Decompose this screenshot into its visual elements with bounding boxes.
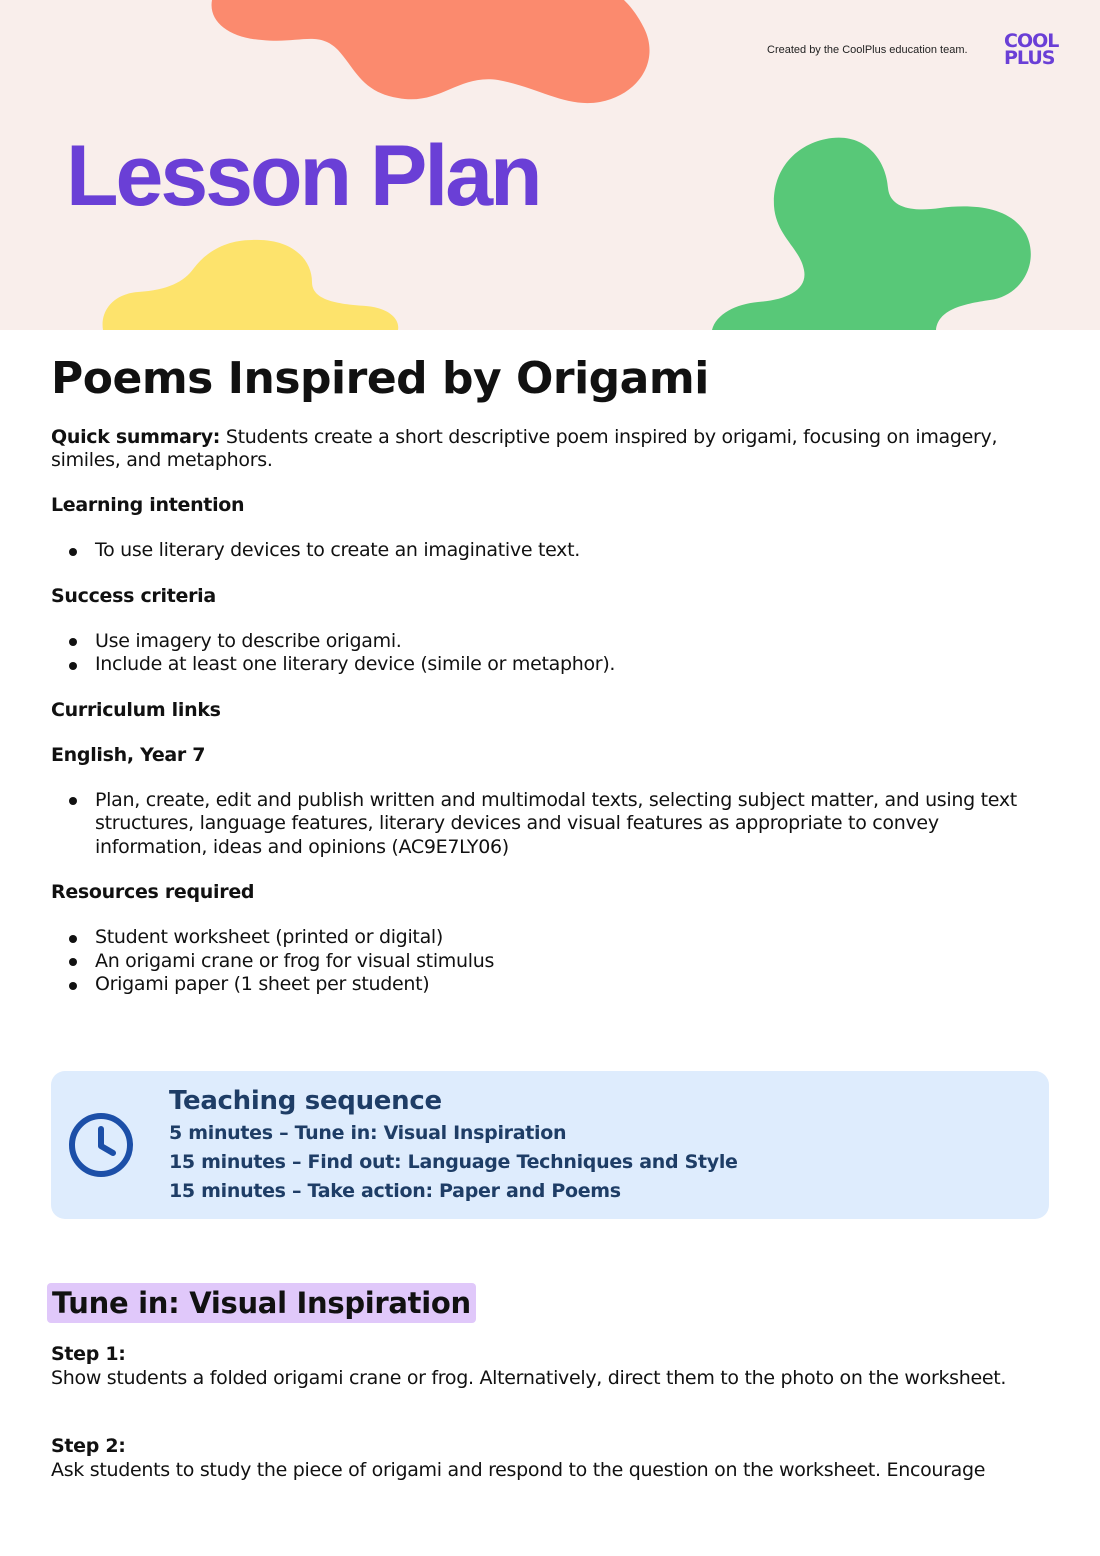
banner-title: Lesson Plan bbox=[66, 128, 540, 224]
green-blob bbox=[712, 138, 1031, 330]
learning-intention-heading: Learning intention bbox=[51, 494, 245, 516]
list-item: Plan, create, edit and publish written and multimodal texts, selecting subject matter, and using text structures, language features, literary devices and visual features as appropriate to convey information, ideas and opinions (AC9E7LY06) bbox=[51, 789, 1045, 860]
curriculum-subheading: English, Year 7 bbox=[51, 743, 206, 766]
clock-icon bbox=[67, 1111, 135, 1179]
step-label: Step 1: bbox=[51, 1343, 126, 1365]
list-item: Origami paper (1 sheet per student) bbox=[51, 973, 1045, 997]
lesson-title: Poems Inspired by Origami bbox=[51, 353, 709, 404]
list-item: To use literary devices to create an imaginative text. bbox=[51, 539, 1045, 563]
list-item: Use imagery to describe origami. bbox=[51, 630, 1045, 654]
step-text: Show students a folded origami crane or frog. Alternatively, direct them to the photo on the worksheet. bbox=[51, 1367, 1007, 1389]
step-2 bbox=[51, 1434, 1051, 1482]
teaching-sequence-box bbox=[51, 1071, 1049, 1219]
logo-line-2: PLUS bbox=[1004, 47, 1055, 69]
resources-list bbox=[51, 926, 1051, 997]
tune-in-heading: Tune in: Visual Inspiration bbox=[47, 1283, 476, 1323]
curriculum-links-heading: Curriculum links bbox=[51, 698, 221, 721]
coolplus-logo bbox=[1004, 30, 1068, 73]
list-item: Student worksheet (printed or digital) bbox=[51, 926, 1045, 950]
curriculum-list bbox=[51, 789, 1051, 860]
sequence-item: 15 minutes – Take action: Paper and Poems bbox=[169, 1180, 621, 1202]
sequence-item: 15 minutes – Find out: Language Techniques and Style bbox=[169, 1151, 738, 1173]
coral-blob bbox=[212, 0, 650, 103]
teaching-sequence-title: Teaching sequence bbox=[169, 1086, 442, 1116]
resources-heading: Resources required bbox=[51, 881, 255, 903]
summary-text: Students create a short descriptive poem inspired by origami, focusing on imagery, similes, and metaphors. bbox=[51, 426, 998, 471]
lesson-content bbox=[51, 348, 1051, 997]
teaching-sequence-text bbox=[169, 1083, 738, 1206]
list-item: An origami crane or frog for visual stimulus bbox=[51, 950, 1045, 974]
success-criteria-heading: Success criteria bbox=[51, 584, 216, 607]
yellow-blob bbox=[103, 240, 399, 330]
sequence-item: 5 minutes – Tune in: Visual Inspiration bbox=[169, 1122, 567, 1144]
summary-label: Quick summary: bbox=[51, 426, 221, 448]
step-1 bbox=[51, 1342, 1051, 1390]
learning-intention-list bbox=[51, 539, 1051, 563]
step-text: Ask students to study the piece of origami and respond to the question on the worksheet. Encourage bbox=[51, 1459, 986, 1481]
quick-summary bbox=[51, 426, 1051, 472]
logo-line-1: COOL bbox=[1004, 30, 1059, 52]
step-label: Step 2: bbox=[51, 1435, 126, 1457]
success-criteria-list bbox=[51, 630, 1051, 677]
credit-text: Created by the CoolPlus education team. bbox=[767, 44, 968, 56]
header-banner bbox=[0, 0, 1100, 330]
list-item: Include at least one literary device (simile or metaphor). bbox=[51, 653, 1045, 677]
